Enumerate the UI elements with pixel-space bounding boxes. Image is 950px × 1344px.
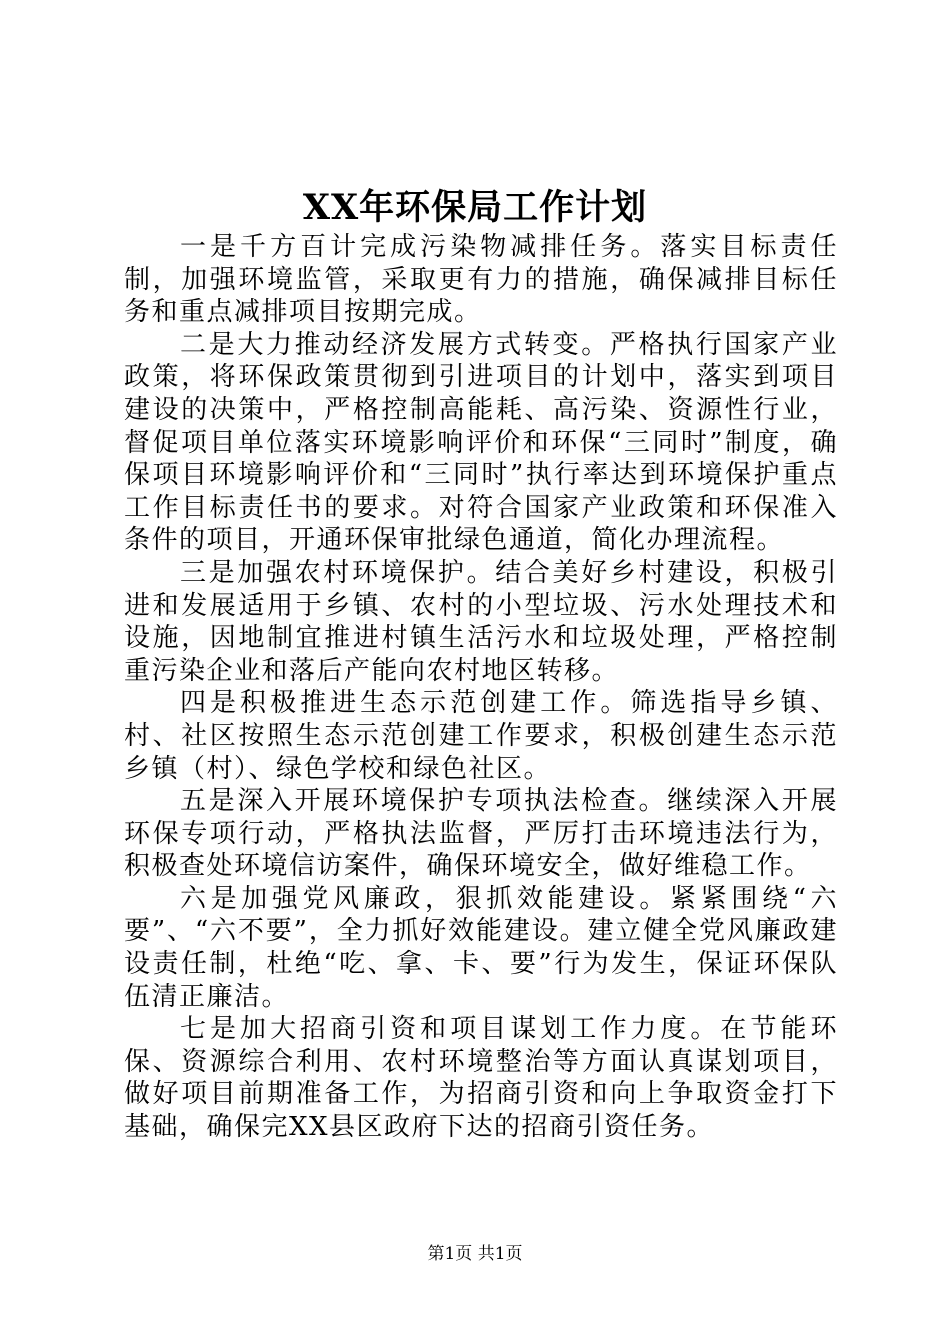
paragraph-5: 五是深入开展环境保护专项执法检查。继续深入开展环保专项行动，严格执法监督，严厉打击环境违法行为，积极查处环境信访案件，确保环境安全，做好维稳工作。 [124, 786, 838, 882]
document-title: XX年环保局工作计划 [302, 187, 648, 228]
paragraph-3: 三是加强农村环境保护。结合美好乡村建设，积极引进和发展适用于乡镇、农村的小型垃圾、污水处理技术和设施，因地制宜推进村镇生活污水和垃圾处理，严格控制重污染企业和落后产能向农村地区转移。 [124, 557, 838, 686]
paragraph-6: 六是加强党风廉政，狠抓效能建设。紧紧围绕“六要”、“六不要”，全力抓好效能建设。建立健全党风廉政建设责任制，杜绝“吃、拿、卡、要”行为发生，保证环保队伍清正廉洁。 [124, 883, 838, 1012]
paragraph-2: 二是大力推动经济发展方式转变。严格执行国家产业政策，将环保政策贯彻到引进项目的计划中，落实到项目建设的决策中，严格控制高能耗、高污染、资源性行业，督促项目单位落实环境影响评价和环保“三同时”制度，确保项目环境影响评价和“三同时”执行率达到环境保护重点工作目标责任书的要求。对符合国家产业政策和环保准入条件的项目，开通环保审批绿色通道，简化办理流程。 [124, 329, 838, 556]
paragraph-4: 四是积极推进生态示范创建工作。筛选指导乡镇、村、社区按照生态示范创建工作要求，积极创建生态示范乡镇（村）、绿色学校和绿色社区。 [124, 688, 838, 784]
page-footer: 第1页 共1页 [427, 1244, 523, 1264]
paragraph-7: 七是加大招商引资和项目谋划工作力度。在节能环保、资源综合利用、农村环境整治等方面认真谋划项目，做好项目前期准备工作，为招商引资和向上争取资金打下基础，确保完XX县区政府下达的招商引资任务。 [124, 1014, 838, 1143]
paragraph-1: 一是千方百计完成污染物减排任务。落实目标责任制，加强环境监管，采取更有力的措施，确保减排目标任务和重点减排项目按期完成。 [124, 232, 838, 328]
document-body [124, 231, 838, 1144]
